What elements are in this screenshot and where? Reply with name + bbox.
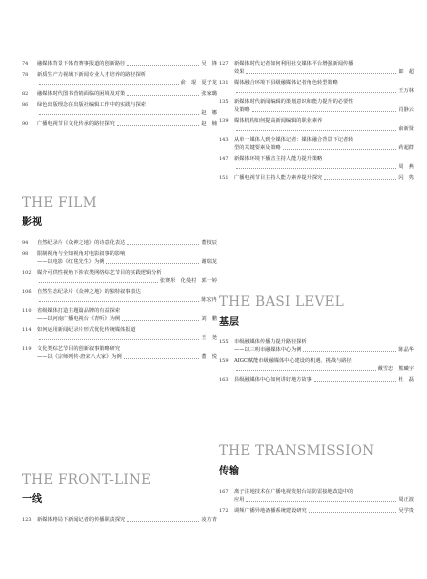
toc-entry[interactable]: [219, 507, 414, 515]
entry-line: [37, 315, 217, 323]
entry-body: [37, 90, 217, 98]
entry-body: [234, 79, 414, 95]
entry-body: [234, 136, 414, 152]
dot-leader: [252, 110, 397, 112]
entry-body: [37, 307, 217, 323]
page-number: 106: [22, 289, 32, 295]
entry-title: 媒介可供性视角下涉农类网络综艺节目的实践逻辑分析: [37, 270, 162, 276]
toc-entry[interactable]: [22, 269, 217, 285]
entry-body: [234, 488, 414, 504]
section-title-zh: 影视: [22, 217, 42, 228]
toc-entry[interactable]: [22, 90, 217, 98]
entry-title: 媒体机构如何提高新闻编辑的职业素养: [234, 118, 323, 124]
toc-list-frontline: [22, 516, 217, 524]
page-number: 90: [22, 121, 29, 127]
toc-entry[interactable]: [219, 174, 414, 182]
toc-entry[interactable]: [22, 288, 217, 304]
dot-leader: [236, 167, 396, 169]
page-number: 135: [219, 99, 229, 105]
entry-title: ——以河南广播电视台《青听》为例: [37, 316, 121, 322]
toc-entry[interactable]: [22, 120, 217, 128]
entry-author: 凌方青: [201, 517, 217, 523]
entry-title: 新媒体环境下播音主持人能力提升策略: [234, 156, 323, 162]
toc-entry[interactable]: [219, 98, 414, 114]
entry-author: 张家璐: [201, 91, 217, 97]
dot-leader: [39, 338, 199, 340]
entry-title: 县级融媒体中心如何讲好地方故事: [234, 377, 312, 383]
entry-line: [37, 120, 217, 128]
entry-title: 如何运用新闻纪录片形式优化传统媒体报道: [37, 327, 136, 333]
page-number: 86: [22, 102, 29, 108]
entry-author: 肖静云: [398, 107, 414, 113]
entry-line: [234, 125, 414, 133]
dot-leader: [314, 380, 397, 382]
entry-title: 新媒体格局下新闻记者的传播职责探究: [37, 517, 126, 523]
page-number: 74: [22, 61, 29, 67]
page-number: 119: [22, 346, 32, 352]
section-title-en: THE TRANSMISSION: [219, 443, 375, 459]
entry-line: [37, 90, 217, 98]
page-number: 131: [219, 80, 229, 86]
dot-leader: [236, 369, 376, 371]
entry-body: [37, 71, 217, 87]
entry-body: [234, 155, 414, 171]
dot-leader: [127, 520, 199, 522]
page-number: 78: [22, 72, 29, 78]
entry-line: [37, 71, 217, 79]
dot-leader: [106, 262, 199, 264]
entry-line: [234, 87, 414, 95]
page-number: 98: [22, 251, 29, 257]
dot-leader: [246, 500, 396, 502]
dot-leader: [39, 113, 199, 115]
page-number: 114: [22, 327, 32, 333]
toc-entry[interactable]: [219, 376, 414, 384]
page-number: 94: [22, 240, 29, 246]
toc-entry[interactable]: [219, 155, 414, 171]
entry-author: 王万林: [398, 88, 414, 94]
entry-line: [234, 79, 414, 87]
entry-title: ——以三明市融媒体中心为例: [234, 347, 302, 353]
page-number: 102: [22, 270, 32, 276]
entry-author: 俞新贤: [398, 126, 414, 132]
section-title-en: THE FILM: [22, 195, 97, 211]
dot-leader: [124, 357, 200, 359]
toc-entry[interactable]: [219, 357, 414, 373]
dot-leader: [127, 94, 199, 96]
entry-body: [37, 516, 217, 524]
entry-author: 郎 超: [398, 69, 414, 75]
entry-author: 赵 楠: [201, 121, 217, 127]
page-number: 143: [219, 137, 229, 143]
entry-body: [37, 60, 217, 68]
entry-title: ——以电影《红毯先生》为例: [37, 259, 105, 265]
page-number: 82: [22, 91, 29, 97]
entry-body: [37, 269, 217, 285]
entry-body: [234, 338, 414, 354]
entry-author: 刘 鹏: [201, 316, 217, 322]
entry-line: [234, 338, 414, 346]
entry-title: 新质生产力视域下新闻专业人才培养的路径探析: [37, 72, 146, 78]
entry-line: [37, 307, 217, 315]
toc-entry[interactable]: [22, 71, 217, 87]
dot-leader: [39, 83, 179, 85]
entry-author: 董枝辰: [201, 240, 217, 246]
page-number: 151: [219, 175, 229, 181]
entry-line: [37, 250, 217, 258]
entry-body: [234, 507, 414, 515]
toc-entry[interactable]: [219, 79, 414, 95]
entry-title: 效果: [234, 69, 245, 75]
entry-body: [37, 101, 217, 117]
toc-entry[interactable]: [22, 326, 217, 342]
section-title-zh: 一线: [22, 494, 42, 505]
entry-author: 董 悦: [201, 354, 217, 360]
entry-author: 谢瑞龙: [201, 259, 217, 265]
entry-author: 吴 锋: [201, 61, 217, 67]
entry-line: [234, 117, 414, 125]
entry-line: [234, 346, 414, 354]
entry-line: [234, 174, 414, 182]
toc-entry[interactable]: [219, 117, 414, 133]
entry-author: 药超群: [398, 145, 414, 151]
entry-line: [234, 60, 414, 68]
entry-body: [234, 98, 414, 114]
entry-line: [37, 345, 217, 353]
entry-author: 杜 磊: [398, 377, 414, 383]
entry-title: 绿色出版理念在出版社编辑工作中的实践与探索: [37, 102, 146, 108]
entry-line: [37, 239, 217, 247]
entry-title: 应用: [234, 497, 245, 503]
toc-entry[interactable]: [22, 516, 217, 524]
entry-line: [234, 98, 414, 106]
entry-body: [234, 60, 414, 76]
entry-line: [37, 60, 217, 68]
dot-leader: [236, 129, 396, 131]
entry-line: [234, 106, 414, 114]
entry-title: AIGC赋能市级融媒体中心建设的机遇、挑战与路径: [234, 358, 352, 364]
entry-body: [234, 174, 414, 182]
toc-list-transmission: [219, 488, 414, 515]
dot-leader: [39, 300, 199, 302]
entry-line: [37, 109, 217, 117]
entry-line: [234, 376, 414, 384]
entry-author: 赵 娜: [201, 110, 217, 116]
entry-title: 及策略: [234, 107, 250, 113]
page-number: 155: [219, 339, 229, 345]
page-number: 159: [219, 358, 229, 364]
section-title-en: THE BASI LEVEL: [219, 294, 345, 310]
page-number: 110: [22, 308, 32, 314]
entry-line: [37, 79, 217, 87]
toc-entry[interactable]: [22, 345, 217, 361]
entry-author: 周 燕: [398, 164, 414, 170]
entry-line: [234, 496, 414, 504]
dot-leader: [324, 178, 396, 180]
entry-author: 王 尧: [201, 335, 217, 341]
dot-leader: [127, 64, 199, 66]
dot-leader: [122, 319, 199, 321]
entry-line: [37, 269, 217, 277]
dot-leader: [309, 511, 397, 513]
toc-list-basic: [219, 338, 414, 384]
entry-title: 新媒体时代记者如何利用社交媒体平台增强新闻传播: [234, 61, 354, 67]
entry-line: [37, 288, 217, 296]
section-title-zh: 基层: [219, 317, 239, 328]
entry-body: [234, 357, 414, 373]
entry-body: [37, 345, 217, 361]
entry-body: [234, 117, 414, 133]
toc-list-film: [22, 239, 217, 361]
page-number: 172: [219, 508, 229, 514]
entry-line: [234, 136, 414, 144]
entry-line: [234, 488, 414, 496]
toc-entry[interactable]: [219, 60, 414, 76]
entry-line: [234, 365, 414, 373]
entry-title: 从单一媒体人到全媒体记者：媒体融合背景下记者转: [234, 137, 354, 143]
entry-author: 闪 隽: [398, 175, 414, 181]
entry-author: 张赛彤 化曼村 郭一婷: [159, 278, 217, 284]
entry-title: 离子注地技术在广播电视发射台站防雷接地改造中的: [234, 489, 354, 495]
entry-title: 限制视角与全知视角对电影叙事的影响: [37, 251, 126, 257]
entry-line: [37, 326, 217, 334]
entry-author: 戴雪忠 熊曦宇: [377, 366, 414, 372]
dot-leader: [283, 148, 397, 150]
entry-body: [37, 239, 217, 247]
entry-author: 周正波: [398, 497, 414, 503]
entry-line: [37, 101, 217, 109]
entry-title: 自然生态纪录片《众神之地》的独特叙事表达: [37, 289, 141, 295]
entry-body: [37, 288, 217, 304]
entry-line: [37, 353, 217, 361]
dot-leader: [303, 350, 396, 352]
toc-list-right-top: [219, 60, 414, 182]
entry-line: [37, 296, 217, 304]
entry-title: 广播电视节目文化传承的路径探究: [37, 121, 115, 127]
page-number: 127: [219, 61, 229, 67]
page-number: 167: [219, 489, 229, 495]
entry-title: 广播电视节目主持人能力素养提升探究: [234, 175, 323, 181]
entry-title: 融媒体背景下体育赛事报道的创新路径: [37, 61, 126, 67]
entry-line: [234, 357, 414, 365]
entry-title: ——以《宗师列传·唐宋八大家》为例: [37, 354, 122, 360]
entry-body: [234, 376, 414, 384]
toc-entry[interactable]: [219, 136, 414, 152]
entry-author: 陈晶华: [398, 347, 414, 353]
entry-line: [234, 155, 414, 163]
entry-title: 型的关键要素及策略: [234, 145, 281, 151]
entry-author: 吴学贵: [398, 508, 414, 514]
toc-entry[interactable]: [22, 239, 217, 247]
page-number: 139: [219, 118, 229, 124]
page-number: 147: [219, 156, 229, 162]
entry-author: 陈宏冉: [201, 297, 217, 303]
entry-line: [37, 277, 217, 285]
entry-line: [234, 507, 414, 515]
entry-body: [37, 250, 217, 266]
dot-leader: [246, 72, 396, 74]
dot-leader: [39, 281, 158, 283]
entry-line: [234, 163, 414, 171]
entry-title: 市级融媒体传播力提升路径探析: [234, 339, 307, 345]
entry-title: 调频广播异地备播系统建设研究: [234, 508, 307, 514]
toc-entry[interactable]: [219, 488, 414, 504]
entry-title: 文化类综艺节目的创新叙事策略研究: [37, 346, 121, 352]
toc-list-left-top: [22, 60, 217, 128]
dot-leader: [117, 124, 200, 126]
toc-entry[interactable]: [22, 307, 217, 323]
entry-body: [37, 120, 217, 128]
entry-title: 自然纪录片《众神之地》的诗意化表达: [37, 240, 126, 246]
entry-line: [37, 258, 217, 266]
toc-entry[interactable]: [22, 101, 217, 117]
entry-line: [234, 144, 414, 152]
entry-body: [37, 326, 217, 342]
dot-leader: [127, 243, 199, 245]
entry-title: 省级媒体打造主题篇品牌的有益探索: [37, 308, 121, 314]
toc-entry[interactable]: [22, 60, 217, 68]
entry-title: 新媒体时代新闻编辑的策划意识和能力提升的必要性: [234, 99, 354, 105]
entry-line: [234, 68, 414, 76]
entry-line: [37, 334, 217, 342]
entry-title: 媒体融合环境下县级融媒体记者角色转型策略: [234, 80, 338, 86]
page-number: 123: [22, 517, 32, 523]
toc-entry[interactable]: [219, 338, 414, 354]
page-number: 163: [219, 377, 229, 383]
entry-line: [37, 516, 217, 524]
section-title-zh: 传输: [219, 466, 239, 477]
dot-leader: [236, 91, 396, 93]
section-title-en: THE FRONT-LINE: [22, 472, 152, 488]
entry-author: 俞 琨 夏子龙: [180, 80, 217, 86]
toc-entry[interactable]: [22, 250, 217, 266]
entry-title: 融媒体时代图书营销面临的困境及对策: [37, 91, 126, 97]
